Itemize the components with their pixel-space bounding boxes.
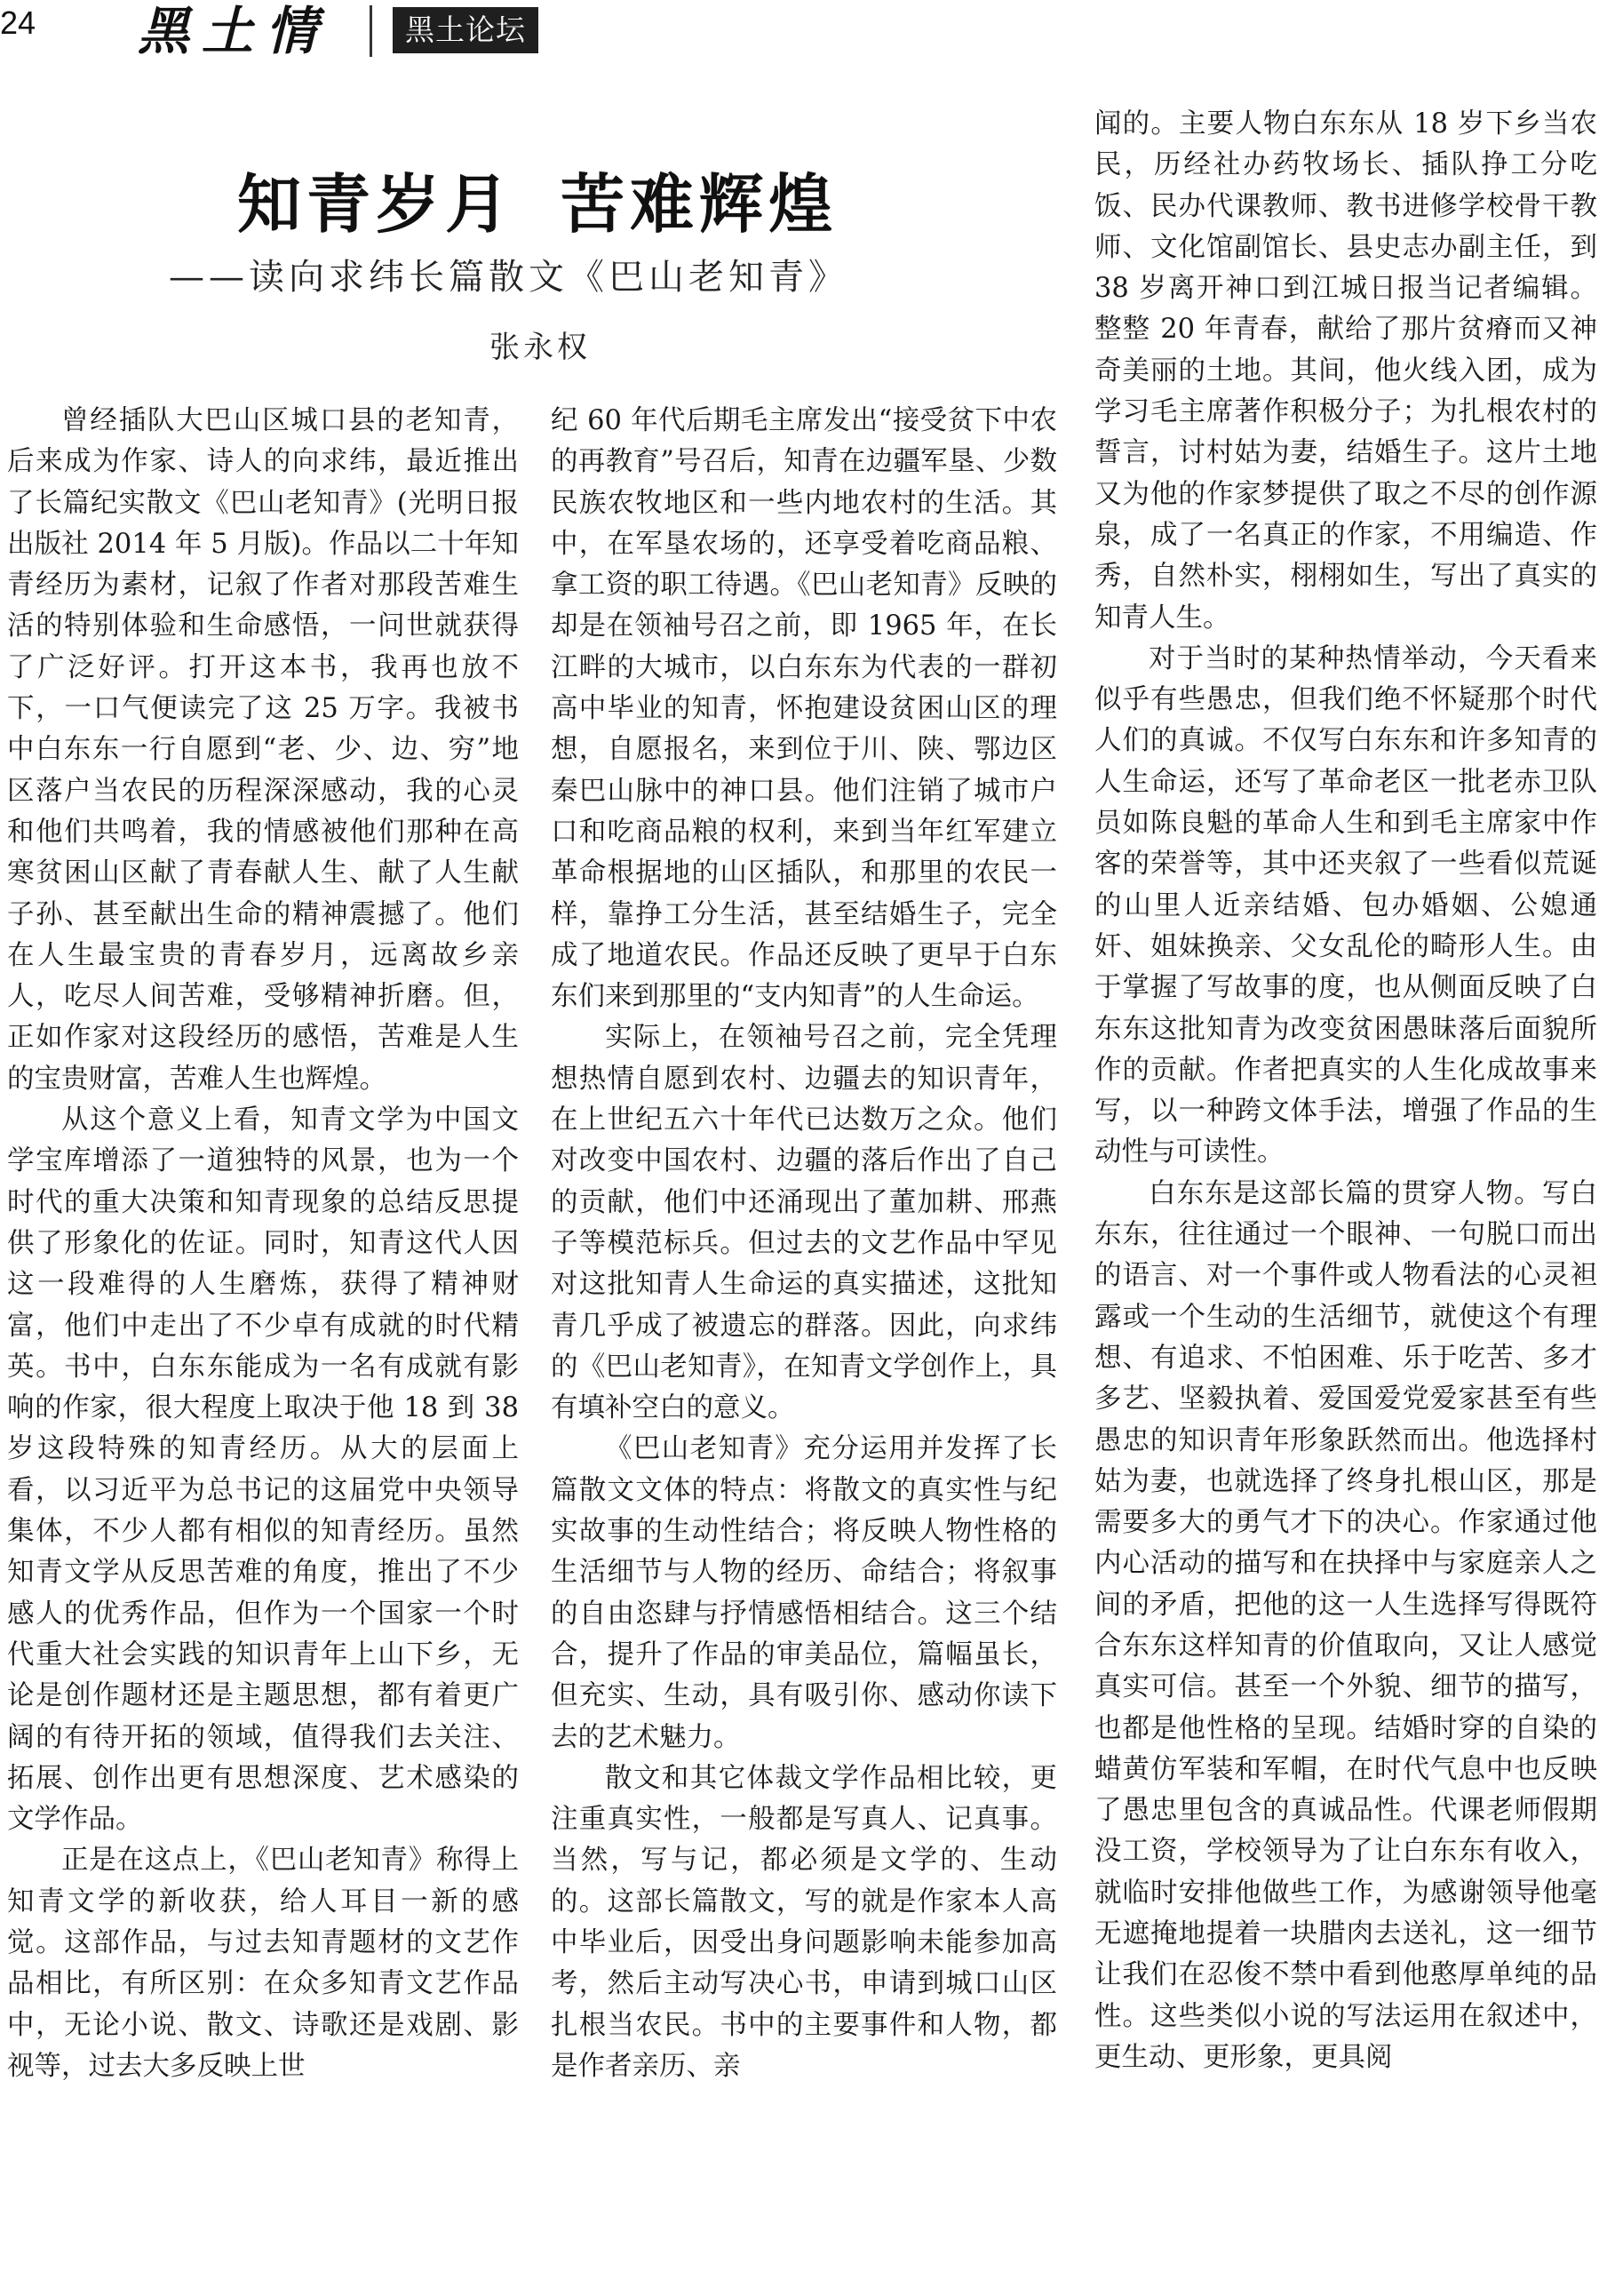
text-column-2 (551, 401, 1057, 2296)
article-title-part1: 知青岁月 (236, 166, 514, 242)
paragraph: 从这个意义上看，知青文学为中国文学宝库增添了一道独特的风景，也为一个时代的重大决策和知青现象的总结反思提供了形象化的佐证。同时，知青这代人因这一段难得的人生磨炼，获得了精神财富，他们中走出了不少卓有成就的时代精英。书中，白东东能成为一名有成就有影响的作家，很大程度上取决于他 18 到 38 岁这段特殊的知青经历。从大的层面上看，以习近平为总书记的这届党中央领导集体，不少人都有相似的知青经历。虽然知青文学从反思苦难的角度，推出了不少感人的优秀作品，但作为一个国家一个时代重大社会实践的知识青年上山下乡，无论是创作题材还是主题思想，都有着更广阔的有待开拓的领域，值得我们去关注、拓展、创作出更有思想深度、艺术感染的文学作品。 (7, 1104, 519, 1836)
paragraph: 散文和其它体裁文学作品相比较，更注重真实性，一般都是写真人、记真事。当然，写与记，都必须是文学的、生动的。这部长篇散文，写的就是作家本人高中毕业后，因受出身问题影响未能参加高考，然后主动写决心书，申请到城口山区扎根当农民。书中的主要事件和人物，都是作者亲历、亲 (551, 1762, 1057, 2082)
paragraph: 《巴山老知青》充分运用并发挥了长篇散文文体的特点：将散文的真实性与纪实故事的生动性结合；将反映人物性格的生活细节与人物的经历、命结合；将叙事的自由恣肆与抒情感悟相结合。这三个结合，提升了作品的审美品位，篇幅虽长，但充实、生动，具有吸引你、感动你读下去的艺术魅力。 (551, 1433, 1057, 1753)
paragraph: 白东东是这部长篇的贯穿人物。写白东东，往往通过一个眼神、一句脱口而出的语言、对一个事件或人物看法的心灵袒露或一个生动的生活细节，就使这个有理想、有追求、不怕困难、乐于吃苦、多才多艺、坚毅执着、爱国爱党爱家甚至有些愚忠的知识青年形象跃然而出。他选择村姑为妻，也就选择了终身扎根山区，那是需要多大的勇气才下的决心。作家通过他内心活动的描写和在抉择中与家庭亲人之间的矛盾，把他的这一人生选择写得既符合东东这样知青的价值取向，又让人感觉真实可信。甚至一个外貌、细节的描写，也都是他性格的呈现。结婚时穿的自染的蜡黄仿军装和军帽，在时代气息中也反映了愚忠里包含的真诚品性。代课老师假期没工资，学校领导为了让白东东有收入，就临时安排他做些工作，为感谢领导他毫无遮掩地提着一块腊肉去送礼，这一细节让我们在忍俊不禁中看到他憨厚单纯的品性。这些类似小说的写法运用在叙述中，更生动、更形象，更具阅 (1094, 1177, 1597, 2073)
page-number: 24 (0, 4, 36, 41)
article-title (89, 164, 986, 244)
paragraph: 正是在这点上，《巴山老知青》称得上知青文学的新收获，给人耳目一新的感觉。这部作品，与过去知青题材的文艺作品相比，有所区别：在众多知青文艺作品中，无论小说、散文、诗歌还是戏剧、影视等，过去大多反映上世 (7, 1845, 519, 2082)
text-column-1 (7, 401, 519, 2296)
text-column-3 (1094, 104, 1597, 2296)
masthead-logo: 黑土情 (138, 1, 330, 61)
header-divider (370, 5, 372, 57)
article-author: 张永权 (489, 330, 591, 365)
paragraph: 闻的。主要人物白东东从 18 岁下乡当农民，历经社办药牧场长、插队挣工分吃饭、民办代课教师、教书进修学校骨干教师、文化馆副馆长、县史志办副主任，到 38 岁离开神口到江城日报当记者编辑。整整 20 年青春，献给了那片贫瘠而又神奇美丽的土地。其间，他火线入团，成为学习毛主席著作积极分子；为扎根农村的誓言，讨村姑为妻，结婚生子。这片土地又为他的作家梦提供了取之不尽的创作源泉，成了一名真正的作家，不用编造、作秀，自然朴实，栩栩如生，写出了真实的知青人生。 (1094, 108, 1597, 634)
paragraph: 实际上，在领袖号召之前，完全凭理想热情自愿到农村、边疆去的知识青年，在上世纪五六十年代已达数万之众。他们对改变中国农村、边疆的落后作出了自己的贡献，他们中还涌现出了董加耕、邢燕子等模范标兵。但过去的文艺作品中罕见对这批知青人生命运的真实描述，这批知青几乎成了被遗忘的群落。因此，向求纬的《巴山老知青》，在知青文学创作上，具有填补空白的意义。 (551, 1022, 1057, 1424)
article-title-part2: 苦难辉煌 (561, 166, 839, 242)
paragraph: 对于当时的某种热情举动，今天看来似乎有些愚忠，但我们绝不怀疑那个时代人们的真诚。不仅写白东东和许多知青的人生命运，还写了革命老区一批老赤卫队员如陈良魁的革命人生和到毛主席家中作客的荣誉等，其中还夹叙了一些看似荒诞的山里人近亲结婚、包办婚姻、公媳通奸、姐妹换亲、父女乱伦的畸形人生。由于掌握了写故事的度，也从侧面反映了白东东这批知青为改变贫困愚昧落后面貌所作的贡献。作者把真实的人生化成故事来写，以一种跨文体手法，增强了作品的生动性与可读性。 (1094, 642, 1597, 1168)
column-tag: 黑土论坛 (393, 7, 538, 53)
article-subtitle: ——读向求纬长篇散文《巴山老知青》 (169, 257, 848, 298)
paragraph: 纪 60 年代后期毛主席发出“接受贫下中农的再教育”号召后，知青在边疆军垦、少数民族农牧地区和一些内地农村的生活。其中，在军垦农场的，还享受着吃商品粮、拿工资的职工待遇。《巴山老知青》反映的却是在领袖号召之前，即 1965 年，在长江畔的大城市，以白东东为代表的一群初高中毕业的知青，怀抱建设贫困山区的理想，自愿报名，来到位于川、陕、鄂边区秦巴山脉中的神口县。他们注销了城市户口和吃商品粮的权利，来到当年红军建立革命根据地的山区插队，和那里的农民一样，靠挣工分生活，甚至结婚生子，完全成了地道农民。作品还反映了更早于白东东们来到那里的“支内知青”的人生命运。 (551, 405, 1057, 1013)
paragraph: 曾经插队大巴山区城口县的老知青，后来成为作家、诗人的向求纬，最近推出了长篇纪实散文《巴山老知青》(光明日报出版社 2014 年 5 月版)。作品以二十年知青经历为素材，记叙了作者对那段苦难生活的特别体验和生命感悟，一问世就获得了广泛好评。打开这本书，我再也放不下，一口气便读完了这 25 万字。我被书中白东东一行自愿到“老、少、边、穷”地区落户当农民的历程深深感动，我的心灵和他们共鸣着，我的情感被他们那种在高寒贫困山区献了青春献人生、献了人生献子孙、甚至献出生命的精神震撼了。他们在人生最宝贵的青春岁月，远离故乡亲人，吃尽人间苦难，受够精神折磨。但，正如作家对这段经历的感悟，苦难是人生的宝贵财富，苦难人生也辉煌。 (7, 405, 519, 1095)
